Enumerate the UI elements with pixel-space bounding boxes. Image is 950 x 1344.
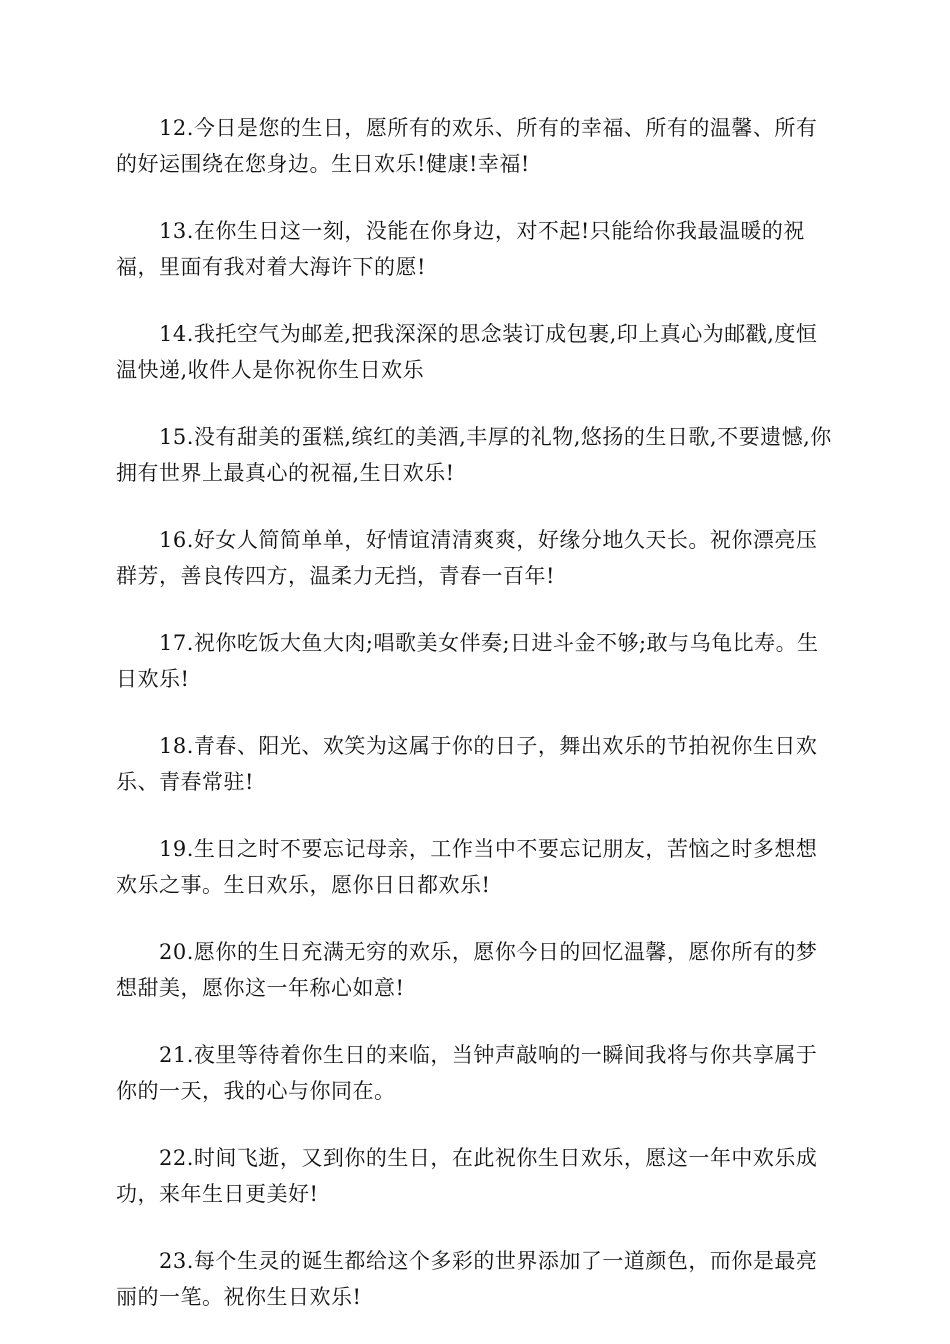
paragraph-14: 14.我托空气为邮差,把我深深的思念装订成包裹,印上真心为邮戳,度恒温快递,收件人是你祝你生日欢乐: [116, 322, 818, 382]
paragraph-22: 22.时间飞逝，又到你的生日，在此祝你生日欢乐，愿这一年中欢乐成功，来年生日更美好!: [116, 1146, 818, 1206]
paragraph-19: 19.生日之时不要忘记母亲，工作当中不要忘记朋友，苦恼之时多想想欢乐之事。生日欢乐，愿你日日都欢乐!: [116, 837, 818, 897]
paragraph-13: 13.在你生日这一刻，没能在你身边，对不起!只能给你我最温暖的祝福，里面有我对着大海许下的愿!: [116, 219, 805, 279]
paragraph-23: 23.每个生灵的诞生都给这个多彩的世界添加了一道颜色，而你是最亮丽的一笔。祝你生日欢乐!: [116, 1249, 818, 1309]
paragraph-17: 17.祝你吃饭大鱼大肉;唱歌美女伴奏;日进斗金不够;敢与乌龟比寿。生日欢乐!: [116, 631, 819, 691]
paragraph-16: 16.好女人简简单单，好情谊清清爽爽，好缘分地久天长。祝你漂亮压群芳，善良传四方，温柔力无挡，青春一百年!: [116, 528, 818, 588]
paragraph-15: 15.没有甜美的蛋糕,缤红的美酒,丰厚的礼物,悠扬的生日歌,不要遗憾,你拥有世界上最真心的祝福,生日欢乐!: [116, 425, 832, 485]
paragraph-21: 21.夜里等待着你生日的来临，当钟声敲响的一瞬间我将与你共享属于你的一天，我的心与你同在。: [116, 1043, 818, 1103]
paragraph-20: 20.愿你的生日充满无穷的欢乐，愿你今日的回忆温馨，愿你所有的梦想甜美，愿你这一年称心如意!: [116, 940, 818, 1000]
paragraph-12: 12.今日是您的生日，愿所有的欢乐、所有的幸福、所有的温馨、所有的好运围绕在您身边。生日欢乐!健康!幸福!: [116, 116, 818, 176]
paragraph-18: 18.青春、阳光、欢笑为这属于你的日子，舞出欢乐的节拍祝你生日欢乐、青春常驻!: [116, 734, 818, 794]
